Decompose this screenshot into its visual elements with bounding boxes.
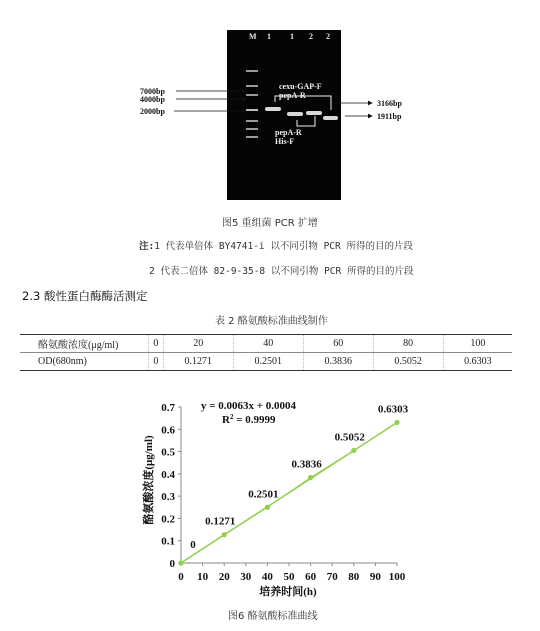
table-cell: 0.2501 — [233, 353, 303, 371]
y-axis-label: 酪氨酸浓度(μg/ml) — [143, 435, 155, 525]
lane-label-2b: 2 — [326, 32, 330, 41]
marker-2000bp: 2000bp — [140, 107, 165, 116]
data-label: 0.5052 — [334, 431, 365, 444]
x-tick-label: 90 — [369, 571, 381, 583]
marker-7000bp: 7000bp — [140, 87, 165, 96]
table-cell: 0.5052 — [373, 353, 443, 371]
y-tick-label: 0.5 — [161, 446, 175, 459]
figure6-caption: 图6 酪氨酸标准曲线 — [228, 611, 318, 622]
x-tick-label: 0 — [178, 571, 184, 583]
x-tick-label: 70 — [326, 571, 338, 583]
table-cell: 80 — [373, 335, 443, 353]
table-cell: 0 — [149, 353, 164, 371]
table-cell: 0.3836 — [303, 353, 373, 371]
data-label: 0 — [190, 539, 196, 551]
data-point — [308, 475, 313, 480]
table-cell: 0 — [149, 335, 164, 353]
figure5-note-2: 2 代表二倍体 82-9-35-8 以不同引物 PCR 所得的目的片段 — [149, 266, 414, 277]
x-tick-label: 100 — [388, 571, 406, 583]
standard-curve-chart — [0, 390, 540, 605]
figure5-note-1: 注:1 代表单倍体 BY4741-i 以不同引物 PCR 所得的目的片段 — [139, 241, 413, 252]
data-label: 0.2501 — [248, 488, 279, 501]
primer-label-bottom: pepA-R His-F — [275, 128, 302, 146]
series-line — [181, 423, 397, 563]
data-point — [178, 560, 183, 565]
chart-marks — [178, 404, 408, 566]
y-tick-label: 0.4 — [161, 468, 175, 481]
standard-curve-table — [20, 334, 512, 371]
marker-1911bp: 1911bp — [377, 112, 402, 121]
table-cell: 60 — [303, 335, 373, 353]
chart-ticks — [161, 402, 406, 583]
data-label: 0.1271 — [205, 515, 236, 528]
table-cell: 40 — [233, 335, 303, 353]
trendline-equation: y = 0.0063x + 0.0004 — [201, 400, 297, 412]
lane-label-1b: 1 — [290, 32, 294, 41]
y-tick-label: 0.2 — [161, 513, 175, 526]
x-tick-label: 60 — [305, 571, 317, 583]
lane-label-1a: 1 — [267, 32, 271, 41]
y-tick-label: 0.3 — [161, 491, 175, 504]
data-label: 0.3836 — [291, 458, 322, 471]
x-tick-label: 50 — [283, 571, 295, 583]
data-point — [222, 532, 227, 537]
table2-caption: 表 2 酪氨酸标准曲线制作 — [215, 316, 328, 327]
marker-arrows — [0, 0, 540, 140]
table-cell: 0.6303 — [443, 353, 512, 371]
y-tick-label: 0.6 — [161, 424, 175, 437]
primer-label-top: cexu-GAP-F pepA-R — [279, 82, 322, 100]
data-point — [265, 505, 270, 510]
y-tick-label: 0.1 — [161, 535, 175, 548]
data-point — [351, 448, 356, 453]
row-label-od: OD(680nm) — [20, 353, 149, 371]
table-row-concentration — [20, 335, 512, 353]
lane-label-2a: 2 — [309, 32, 313, 41]
y-tick-label: 0 — [169, 558, 175, 570]
chart-axes — [181, 407, 397, 563]
x-tick-label: 80 — [348, 571, 360, 583]
table-cell: 20 — [163, 335, 233, 353]
section-heading: 2.3 酸性蛋白酶酶活测定 — [22, 289, 148, 303]
table-row-od — [20, 353, 512, 371]
figure5-caption: 图5 重组菌 PCR 扩增 — [222, 218, 318, 229]
x-tick-label: 20 — [218, 571, 230, 583]
table-cell: 0.1271 — [163, 353, 233, 371]
x-tick-label: 30 — [240, 571, 252, 583]
lane-label-m: M — [249, 32, 257, 41]
x-axis-label: 培养时间(h) — [259, 586, 317, 598]
x-tick-label: 10 — [197, 571, 209, 583]
x-tick-label: 40 — [261, 571, 273, 583]
data-label: 0.6303 — [377, 403, 409, 416]
table-cell: 100 — [443, 335, 512, 353]
row-label-concentration: 酪氨酸浓度(μg/ml) — [20, 335, 149, 353]
r-squared: $R^2 = 0.9999$ — [222, 413, 276, 426]
marker-4000bp: 4000bp — [140, 95, 165, 104]
data-point — [394, 420, 399, 425]
y-tick-label: 0.7 — [161, 402, 175, 414]
marker-3166bp: 3166bp — [377, 99, 402, 108]
